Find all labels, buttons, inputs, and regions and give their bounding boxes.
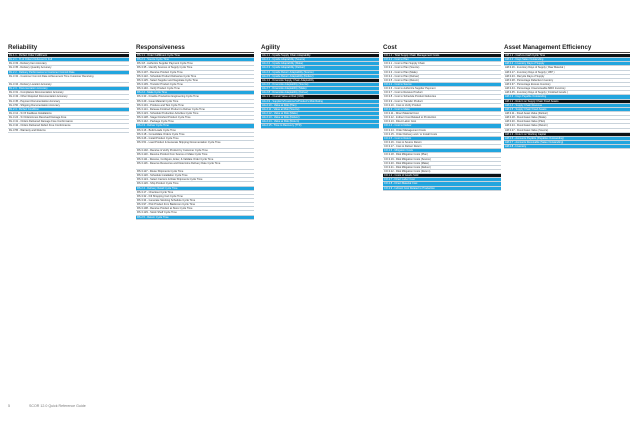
metric-row: CO.2.2 - Cost to Source [383, 83, 501, 87]
metric-row: AG.2.15 - Time to Recovery (TTR) [261, 124, 379, 128]
metric-row: RL.3.35 - Delivery Quantity Accuracy [8, 66, 129, 70]
metric-row: CO.2.8 - Direct Material Cost [383, 182, 501, 186]
metric-row: AG.2.12 - Value at Risk (Make) [261, 112, 379, 116]
column-responsiveness [136, 44, 254, 220]
metric-row: RL.3.41 - Orders Delivered Damage Free Conformance [8, 120, 129, 124]
column-cost [383, 44, 501, 191]
metric-row: RS.3.34 - Generate Stocking Schedule Cycle Time [136, 199, 254, 203]
metric-row: AG.2.4 - Upside Return Adaptability (Source) [261, 71, 379, 75]
column-asset-management [504, 44, 630, 149]
metric-row: RL.3.31 - Compliance Documentation Accuracy [8, 91, 129, 95]
metric-row: RL.2.2 - Delivery Performance to Customer Commit Date [8, 71, 129, 75]
metric-row: CO.1.2 - Costs of Goods Sold [383, 174, 501, 178]
metric-row: RS.2.1 - Source Cycle Time [136, 58, 254, 62]
column-title: Reliability [8, 44, 129, 53]
metric-row: AM.3.16 - Inventory Days of Supply ( Raw Material ) [504, 66, 630, 70]
metric-row: CO.3.14 - Order Management Costs [383, 129, 501, 133]
metric-row: AM.3.28 - Percentage Defective Inventory [504, 79, 630, 83]
metric-row: RS.3.120 - Schedule Installation Cycle Time [136, 174, 254, 178]
metric-row: RS.3.111 - Receive, Configure, Enter, & Validate Order Cycle Time [136, 158, 254, 162]
metric-row: CO.2.3 - Cost to Make [383, 108, 501, 112]
metric-row: RS.3.129 - Stock Shelf Cycle Time [136, 211, 254, 215]
column-reliability [8, 44, 129, 133]
metric-row: RS.2.3 - Deliver Cycle Time [136, 124, 254, 128]
column-title: Agility [261, 44, 379, 53]
metric-row: RS.2.4 - Delivery Retail Cycle Time [136, 187, 254, 191]
metric-row: CO.3.8 - Cost to Schedule Product Deliveries [383, 95, 501, 99]
metric-row: RS.3.107 - Receive Product Cycle Time [136, 71, 254, 75]
metric-row: CO.3.6 - Cost to Authorize Supplier Payment [383, 87, 501, 91]
metric-row: CO.3.18 - Risk Mitigation Costs (Plan) [383, 153, 501, 157]
metric-row: AM.3.17 - Inventory Days of Supply ( WIP ) [504, 71, 630, 75]
metric-row: AM.3.20 - Fixed Asset Value (Plan) [504, 120, 630, 124]
metric-row: RS.3.16 - Build Loads Cycle Time [136, 129, 254, 133]
metric-row: CO.2.1 - Cost to Plan [383, 58, 501, 62]
metric-row: CO.3.3 - Cost to Plan (Make) [383, 71, 501, 75]
metric-row: CO.2.6 - Mitigation Costs [383, 149, 501, 153]
metric-row: AM.2.4 - Supply Chain Revenue [504, 104, 630, 108]
metric-row: AG.2.8 - Downside Adaptability (Deliver) [261, 91, 379, 95]
metric-row: AG.2.2 - Upside Adaptability (Make) [261, 62, 379, 66]
metric-row: AM.2.3 - Days Payable Outstanding [504, 95, 630, 99]
column-agility [261, 44, 379, 129]
metric-row: RS.3.124 - Select Carriers & Rate Shipments Cycle Time [136, 178, 254, 182]
metric-row: AG.1.3 - Overall Value at Risk (VAR) [261, 95, 379, 99]
metric-row: AG.2.10 - Value at Risk (Plan) [261, 104, 379, 108]
metric-row: AG.2.11 - Value at Risk (Source) [261, 108, 379, 112]
metric-row: CO.3.13 - Direct Labor Cost [383, 120, 501, 124]
metric-row: RS.3.18 - Consolidate Orders Cycle Time [136, 133, 254, 137]
metric-row: RS.3.51 - Load Product & Generate Shipping Documentation Cycle Time [136, 141, 254, 149]
metric-row: AG.2.9 - Supplier's/Customer's/Product's Risk Rating [261, 100, 379, 104]
metric-row: RL.3.43 - Other Required Documentation Accuracy [8, 95, 129, 99]
metric-row: AG.2.13 - Value at Risk (Deliver) [261, 116, 379, 120]
metric-row: RS.3.17 - Checkout Cycle Time [136, 191, 254, 195]
metric-row: RL.3.42 - Orders Delivered Defect Free Conformance [8, 124, 129, 128]
metric-row: CO.3.11 - Direct Material Cost [383, 112, 501, 116]
metric-row: RS.3.123 - Schedule Production Activities Cycle Time [136, 112, 254, 116]
metric-row: AM.3.27 - Fixed Asset Value (Source) [504, 129, 630, 133]
metric-row: AM.2.8 - Inventory [504, 145, 630, 149]
metric-row: AM.2.6 - Accounts Payable (Payables Outstanding) [504, 137, 630, 141]
metric-row: AM.2.1 - Days Sales Outstanding [504, 58, 630, 62]
metric-row: RS.3.117 - Route Shipments Cycle Time [136, 170, 254, 174]
metric-row: AM.1.2 - Return on Supply Chain Fixed Assets [504, 100, 630, 104]
document-title: SCOR 12.0 Quick Reference Guide [29, 404, 86, 408]
column-title: Cost [383, 44, 501, 53]
metric-row: CO.3.2 - Cost to Plan (Source) [383, 66, 501, 70]
metric-row: RS.3.8 - Authorize Supplier Payment Cycle Time [136, 62, 254, 66]
metric-row: CO.3.21 - Risk Mitigation Costs (Deliver) [383, 166, 501, 170]
metric-row: CO.3.17 - Cost to Deliver Return [383, 145, 501, 149]
metric-row: RS.3.101 - Produce and Test Cycle Time [136, 104, 254, 108]
metric-row: RS.3.49 - Issue Material Cycle Time [136, 100, 254, 104]
metric-row: CO.3.7 - Cost to Receive Product [383, 91, 501, 95]
metric-row: RL.3.55 - Warranty and Returns [8, 129, 129, 133]
metric-row: AM.1.1 - Cash-to-Cash Cycle Time [504, 54, 630, 58]
metric-row: RS.3.125 - Select Supplier and Negotiate Cycle Time [136, 79, 254, 83]
metric-row: RS.3.97 - Pick Product from Backroom Cycle Time [136, 203, 254, 207]
metric-row: CO.3.15 - Order Delivery and / or Install Costs [383, 133, 501, 137]
metric-row: RS.2.5 - Return Cycle Time [136, 216, 254, 220]
metric-row: CO.3.5 - Cost to Plan (Return) [383, 79, 501, 83]
metric-row: CO.2.7 - Direct Labor Cost [383, 178, 501, 182]
metric-row: CO.3.22 - Risk Mitigation Costs (Return) [383, 170, 501, 174]
metric-row: CO.3.20 - Risk Mitigation Costs (Make) [383, 162, 501, 166]
metric-row: AG.2.1 - Upside Adaptability (Source) [261, 58, 379, 62]
metric-row: AM.1.3 - Return on Working Capital [504, 133, 630, 137]
metric-row: CO.2.4 - Cost to Deliver [383, 124, 501, 128]
metric-row: CO.3.4 - Cost to Plan (Deliver) [383, 75, 501, 79]
metric-row: RS.3.116 - Reserve Resources and Determine Delivery Date Cycle Time [136, 162, 254, 170]
metric-row: RS.3.128 - Stage Finished Product Cycle Time [136, 116, 254, 120]
metric-row: RS.3.142 - Package Cycle Time [136, 120, 254, 124]
metric-row: AM.2.5 - Supply Chain Fixed Assets [504, 108, 630, 112]
metric-row: RL.3.50 - Shipping Documentation Accuracy [8, 104, 129, 108]
column-title: Responsiveness [136, 44, 254, 53]
metric-row: CO.3.16 - Cost to Source Return [383, 141, 501, 145]
metric-row: AM.3.45 - Inventory Days of Supply ( Finished Goods ) [504, 91, 630, 95]
metric-row: AM.3.24 - Fixed Asset Value (Return) [504, 124, 630, 128]
metric-row: AM.3.11 - Fixed Asset Value (Deliver) [504, 112, 630, 116]
metric-row: CO.1.1 - Total Supply Chain Management Costs [383, 54, 501, 58]
column-title: Asset Management Efficiency [504, 44, 630, 53]
metric-row: RS.3.32 - Fill Shopping Cart Cycle Time [136, 195, 254, 199]
metric-row: RS.3.108 - Receive Product at Store Cycle Time [136, 207, 254, 211]
metric-row: RS.3.110 - Receive Product from Source or Make Cycle Time [136, 153, 254, 157]
metric-row: RS.3.139 - Transfer Product Cycle Time [136, 83, 254, 87]
metric-row: RL.1.1 - Perfect Order Fulfillment [8, 54, 129, 58]
metric-row: AM.2.7 - Accounts Receivable (Sales Outstanding) [504, 141, 630, 145]
metric-row: RL.3.24 - % Orders/Lines Received Damage Free [8, 116, 129, 120]
metric-row: CO.3.19 - Risk Mitigation Costs (Source) [383, 158, 501, 162]
metric-row: RL.3.12 - % Of Faultless Installations [8, 112, 129, 116]
metric-row: RL.2.3 - Documentation Accuracy [8, 87, 129, 91]
metric-row: AG.2.6 - Downside Adaptability (Source) [261, 83, 379, 87]
metric-row: RL.2.1 - % of Orders Delivered in Full [8, 58, 129, 62]
metric-row: AM.3.18 - Fixed Asset Value (Make) [504, 116, 630, 120]
metric-row: RL.3.45 - Payment Documentation Accuracy [8, 100, 129, 104]
metric-row: RS.3.46 - Install Product Cycle Time [136, 137, 254, 141]
metric-row: CO.2.5 - Cost to Return [383, 137, 501, 141]
page-number: 5 [8, 404, 10, 408]
metric-row: RL.3.34 - Delivery Location Accuracy [8, 83, 129, 87]
metric-row: RS.1.1 - Order Fulfillment Cycle Time [136, 54, 254, 58]
metric-row: CO.3.12 - Indirect Cost Related to Production [383, 116, 501, 120]
page-footer [8, 404, 104, 408]
metric-row: RL.3.33 - Delivery Item Accuracy [8, 62, 129, 66]
metric-row: RS.3.102 - Receive & Verify Product by Customer Cycle Time [136, 149, 254, 153]
metric-row: RS.3.33 - Finalize Production Engineering Cycle Time [136, 95, 254, 99]
metric-row: RS.2.2 - Make Cycle Time [136, 91, 254, 95]
metric-row: AG.2.14 - Value at Risk (Return) [261, 120, 379, 124]
metric-row: RS.3.122 - Schedule Product Deliveries Cycle Time [136, 75, 254, 79]
metric-row: CO.2.9 - Indirect Cost Related to Production [383, 187, 501, 191]
metric-row: RL.2.4 - Perfect Condition [8, 108, 129, 112]
metric-row: AG.2.5 - Upside Return Adaptability (Deliver) [261, 75, 379, 79]
metric-row: CO.3.10 - Cost to Verify Product [383, 104, 501, 108]
metric-row: CO.3.1 - Cost to Plan Supply Chain [383, 62, 501, 66]
metric-row: AG.2.7 - Downside Adaptability (Make) [261, 87, 379, 91]
metric-row: AG.2.3 - Upside Adaptability (Deliver) [261, 66, 379, 70]
metric-row: AG.1.2 - Downside Supply Chain Adaptability [261, 79, 379, 83]
metric-row: AM.2.2 - Inventory Days of Supply [504, 62, 630, 66]
metric-row: AM.3.37 - Percentage Excess Inventory [504, 83, 630, 87]
metric-row: AM.3.44 - Percentage Unserviceable MRO Inventory [504, 87, 630, 91]
metric-row: RS.3.140 - Verify Product Cycle Time [136, 87, 254, 91]
metric-row: RS.3.35 - Identify Sources of Supply Cycle Time [136, 66, 254, 70]
metric-row: RS.3.114 - Release Finished Product to Deliver Cycle Time [136, 108, 254, 112]
metric-row: AM.3.23 - Recycle Days of Supply [504, 75, 630, 79]
metric-row: RL.3.32 - Customer Commit Date Achievement Time Customer Receiving [8, 75, 129, 83]
metric-row: AG.1.1 - Upside Supply Chain Adaptability [261, 54, 379, 58]
metric-row: RS.3.126 - Ship Product Cycle Time [136, 182, 254, 186]
metric-row: CO.3.9 - Cost to Transfer Product [383, 100, 501, 104]
